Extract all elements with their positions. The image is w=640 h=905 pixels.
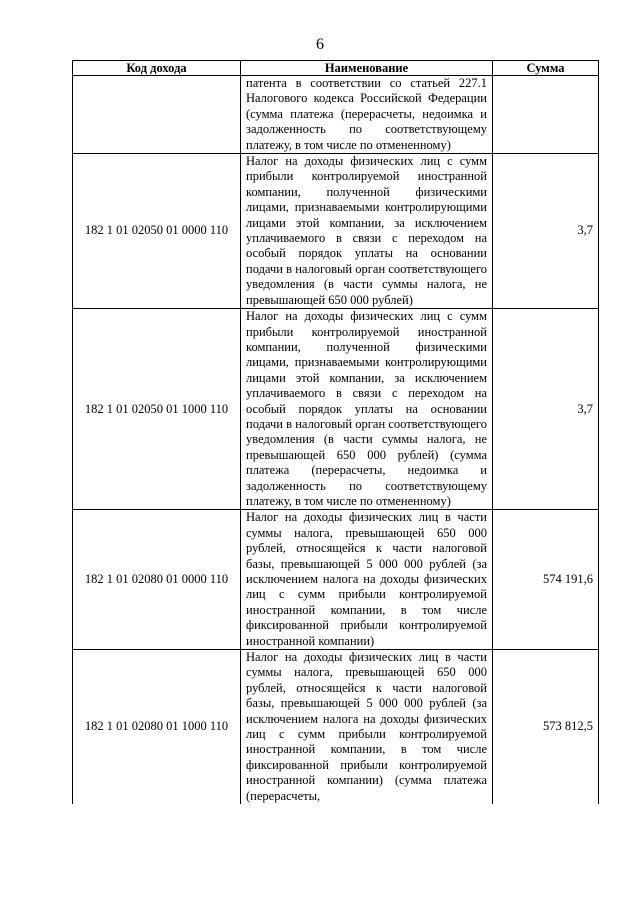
row-code [73, 76, 241, 154]
row-sum [493, 76, 599, 154]
table-row [73, 650, 599, 805]
row-code: 182 1 01 02080 01 1000 110 [73, 650, 241, 805]
row-sum: 574 191,6 [493, 510, 599, 650]
row-name: Налог на доходы физических лиц с сумм прибыли контролируемой иностранной компании, полученной физическими лицами, признаваемыми контролирующими лицами этой компании, за исключением уплачиваемого в связи с переходом на особый порядок уплаты на основании подачи в налоговый орган соответствующего уведомления (в части суммы налога, не превышающей 650 000 рублей) [241, 154, 493, 309]
table-row [73, 510, 599, 650]
row-name: Налог на доходы физических лиц в части суммы налога, превышающей 650 000 рублей, относящейся к части налоговой базы, превышающей 5 000 000 рублей (за исключением налога на доходы физических лиц с сумм прибыли контролируемой иностранной компании, в том числе фиксированной прибыли контролируемой иностранной компании) [241, 510, 493, 650]
table-header-row [73, 61, 599, 76]
row-code: 182 1 01 02080 01 0000 110 [73, 510, 241, 650]
row-name: патента в соответствии со статьей 227.1 Налогового кодекса Российской Федерации (сумма платежа (перерасчеты, недоимка и задолженность по соответствующему платежу, в том числе по отмененному) [241, 76, 493, 154]
row-code: 182 1 01 02050 01 0000 110 [73, 154, 241, 309]
table-row [73, 309, 599, 510]
row-sum: 573 812,5 [493, 650, 599, 805]
table-row [73, 76, 599, 154]
revenue-table [72, 60, 599, 804]
column-header-code: Код дохода [73, 61, 241, 76]
row-sum: 3,7 [493, 154, 599, 309]
column-header-name: Наименование [241, 61, 493, 76]
row-code: 182 1 01 02050 01 1000 110 [73, 309, 241, 510]
row-sum: 3,7 [493, 309, 599, 510]
table-row [73, 154, 599, 309]
row-name: Налог на доходы физических лиц с сумм прибыли контролируемой иностранной компании, полученной физическими лицами, признаваемыми контролирующими лицами этой компании, за исключением уплачиваемого в связи с переходом на особый порядок уплаты на основании подачи в налоговый орган соответствующего уведомления (в части суммы налога, не превышающей 650 000 рублей) (сумма платежа (перерасчеты, недоимка и задолженность по соответствующему платежу, в том числе по отмененному) [241, 309, 493, 510]
column-header-sum: Сумма [493, 61, 599, 76]
row-name: Налог на доходы физических лиц в части суммы налога, превышающей 650 000 рублей, относящейся к части налоговой базы, превышающей 5 000 000 рублей (за исключением налога на доходы физических лиц с сумм прибыли контролируемой иностранной компании, в том числе фиксированной прибыли контролируемой иностранной компании) (сумма платежа (перерасчеты, [241, 650, 493, 805]
page-number: 6 [316, 36, 324, 53]
